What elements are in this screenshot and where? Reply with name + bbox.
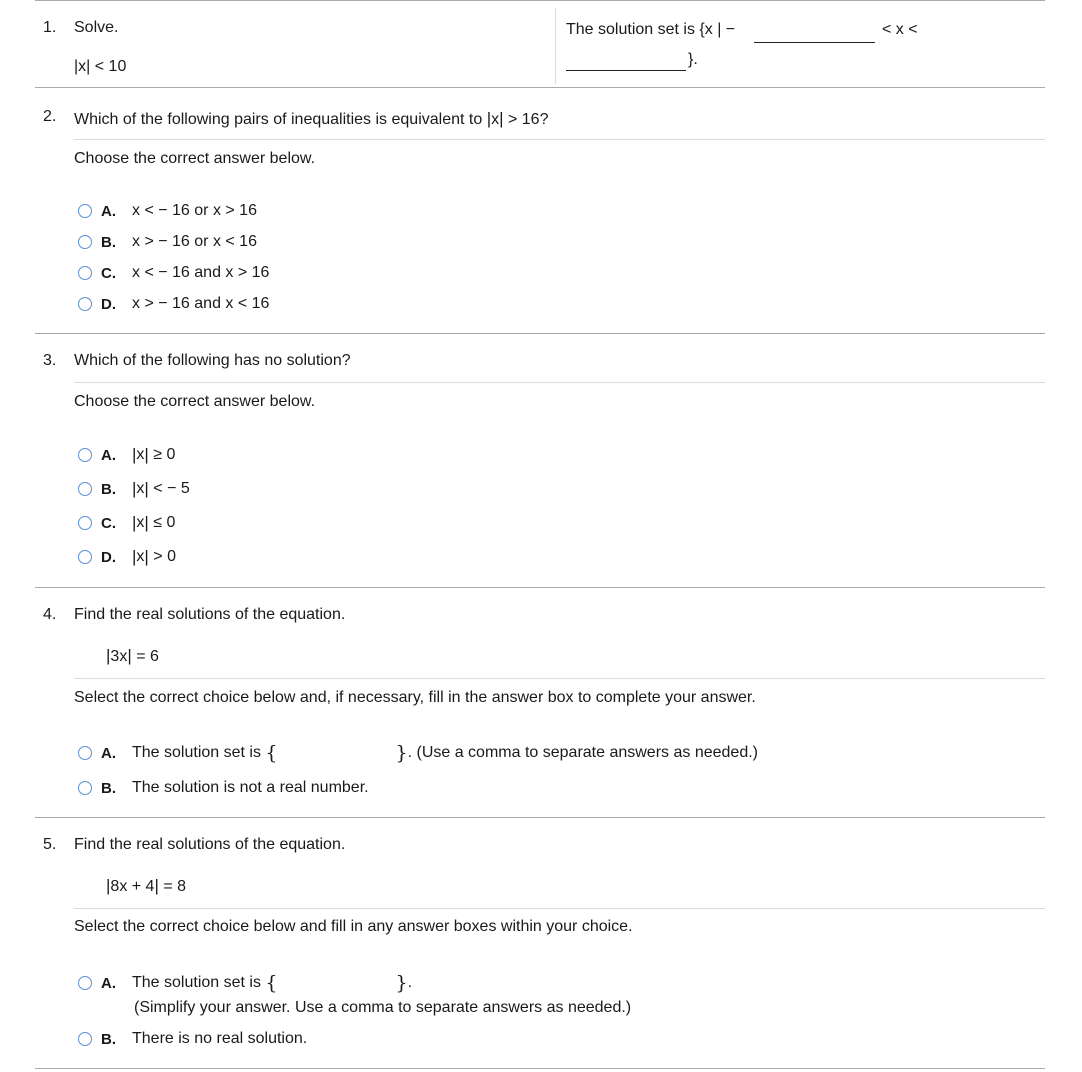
abs-content: x [491, 111, 500, 128]
option-text: ≤ 0 [153, 514, 176, 531]
upper-bound-input[interactable] [566, 50, 686, 71]
option-text: < − 5 [153, 480, 190, 497]
divider [35, 87, 1045, 88]
abs-bar-right: | [154, 876, 159, 895]
answer-option[interactable] [78, 743, 758, 763]
answer-option[interactable] [78, 445, 175, 465]
option-letter: C. [101, 514, 116, 532]
question-number: 4. [43, 606, 57, 623]
answer-option[interactable] [78, 513, 175, 533]
option-letter: B. [101, 1030, 116, 1048]
left-brace: { [265, 972, 278, 994]
instruction: Select the correct choice below and fill in any answer boxes within your choice. [74, 918, 633, 935]
abs-bar-right: | [144, 479, 149, 498]
divider [35, 817, 1045, 818]
option-letter: A. [101, 974, 116, 992]
radio-button[interactable] [78, 448, 92, 462]
solution-set-middle: < x < [882, 21, 918, 38]
right-brace: } [395, 972, 408, 994]
divider [74, 678, 1045, 679]
answer-option[interactable] [78, 232, 257, 252]
prompt-text: Which of the following pairs of inequalities is equivalent to [74, 111, 483, 128]
instruction: Choose the correct answer below. [74, 150, 316, 167]
answer-option[interactable] [78, 1029, 307, 1049]
divider [74, 908, 1045, 909]
instruction: Select the correct choice below and, if necessary, fill in the answer box to complete your answer. [74, 689, 756, 706]
question-number: 2. [43, 108, 57, 125]
abs-bar-right: | [144, 445, 149, 464]
abs-bar-left: | [132, 547, 137, 566]
option-letter: A. [101, 202, 116, 220]
radio-button[interactable] [78, 550, 92, 564]
option-letter: D. [101, 548, 116, 566]
option-letter: B. [101, 480, 116, 498]
question-prompt [74, 109, 548, 129]
abs-bar-right: | [499, 109, 504, 128]
question-prompt: Solve. [74, 19, 119, 36]
radio-button[interactable] [78, 266, 92, 280]
column-divider [555, 8, 556, 84]
answer-option[interactable] [78, 479, 190, 499]
solution-set-prefix: The solution set is {x | − [566, 21, 736, 38]
option-letter: A. [101, 744, 116, 762]
solution-set-input[interactable] [278, 973, 396, 993]
solution-set-suffix: }. [688, 51, 698, 68]
option-text: There is no real solution. [132, 1030, 308, 1047]
abs-bar-left: | [106, 646, 111, 665]
divider [35, 0, 1045, 1]
divider [35, 333, 1045, 334]
option-text: ≥ 0 [153, 446, 176, 463]
radio-button[interactable] [78, 482, 92, 496]
option-text: x < − 16 or x > 16 [132, 202, 257, 219]
question-number: 3. [43, 352, 57, 369]
abs-content: x [136, 446, 145, 463]
abs-bar-left: | [106, 876, 111, 895]
answer-option[interactable] [78, 201, 257, 221]
radio-button[interactable] [78, 516, 92, 530]
question-number: 1. [43, 19, 57, 36]
radio-button[interactable] [78, 781, 92, 795]
option-note: . (Use a comma to separate answers as needed.) [407, 744, 758, 761]
option-text: x > − 16 or x < 16 [132, 233, 257, 250]
radio-button[interactable] [78, 1032, 92, 1046]
abs-bar-left: | [132, 513, 137, 532]
equation-rhs: = 6 [136, 648, 159, 665]
abs-content: 3x [110, 648, 128, 665]
option-text: The solution is not a real number. [132, 779, 369, 796]
radio-button[interactable] [78, 297, 92, 311]
answer-option[interactable] [78, 263, 269, 283]
equation-rhs: = 8 [163, 878, 187, 895]
radio-button[interactable] [78, 746, 92, 760]
question-prompt: Which of the following has no solution? [74, 352, 351, 369]
abs-bar-left: | [486, 109, 492, 128]
abs-content: x [136, 514, 145, 531]
divider [35, 1068, 1045, 1069]
prompt-text-end: > 16? [507, 111, 549, 128]
answer-option[interactable] [78, 547, 176, 567]
option-text: The solution set is [132, 744, 261, 761]
abs-bar-left: | [132, 445, 137, 464]
option-text: > 0 [153, 548, 176, 565]
answer-option[interactable] [78, 294, 269, 314]
radio-button[interactable] [78, 235, 92, 249]
abs-content: x [136, 480, 145, 497]
abs-bar-right: | [144, 513, 149, 532]
lower-bound-input[interactable] [754, 22, 875, 43]
abs-content: 8x + 4 [110, 878, 155, 895]
answer-option[interactable] [78, 778, 369, 798]
abs-bar-right: | [144, 547, 149, 566]
solution-set-input[interactable] [278, 743, 396, 763]
question-expression: |x| < 10 [74, 58, 127, 75]
option-letter: B. [101, 233, 116, 251]
question-number: 5. [43, 836, 57, 853]
equation [106, 876, 186, 896]
divider [74, 382, 1045, 383]
option-letter: A. [101, 446, 116, 464]
option-text: x > − 16 and x < 16 [132, 295, 270, 312]
option-text: The solution set is [132, 974, 261, 991]
abs-content: x [136, 548, 145, 565]
question-prompt: Find the real solutions of the equation. [74, 836, 346, 853]
equation [106, 646, 159, 666]
option-note: (Simplify your answer. Use a comma to separate answers as needed.) [134, 999, 632, 1016]
instruction: Choose the correct answer below. [74, 393, 316, 410]
option-text: x < − 16 and x > 16 [132, 264, 270, 281]
option-letter: C. [101, 264, 116, 282]
option-letter: B. [101, 779, 116, 797]
right-brace: } [395, 742, 408, 764]
period: . [407, 974, 413, 991]
radio-button[interactable] [78, 976, 92, 990]
abs-bar-right: | [127, 646, 132, 665]
option-letter: D. [101, 295, 116, 313]
abs-bar-left: | [132, 479, 137, 498]
divider [35, 587, 1045, 588]
answer-option[interactable] [78, 973, 412, 993]
radio-button[interactable] [78, 204, 92, 218]
left-brace: { [265, 742, 278, 764]
question-prompt: Find the real solutions of the equation. [74, 606, 346, 623]
divider [74, 139, 1045, 140]
